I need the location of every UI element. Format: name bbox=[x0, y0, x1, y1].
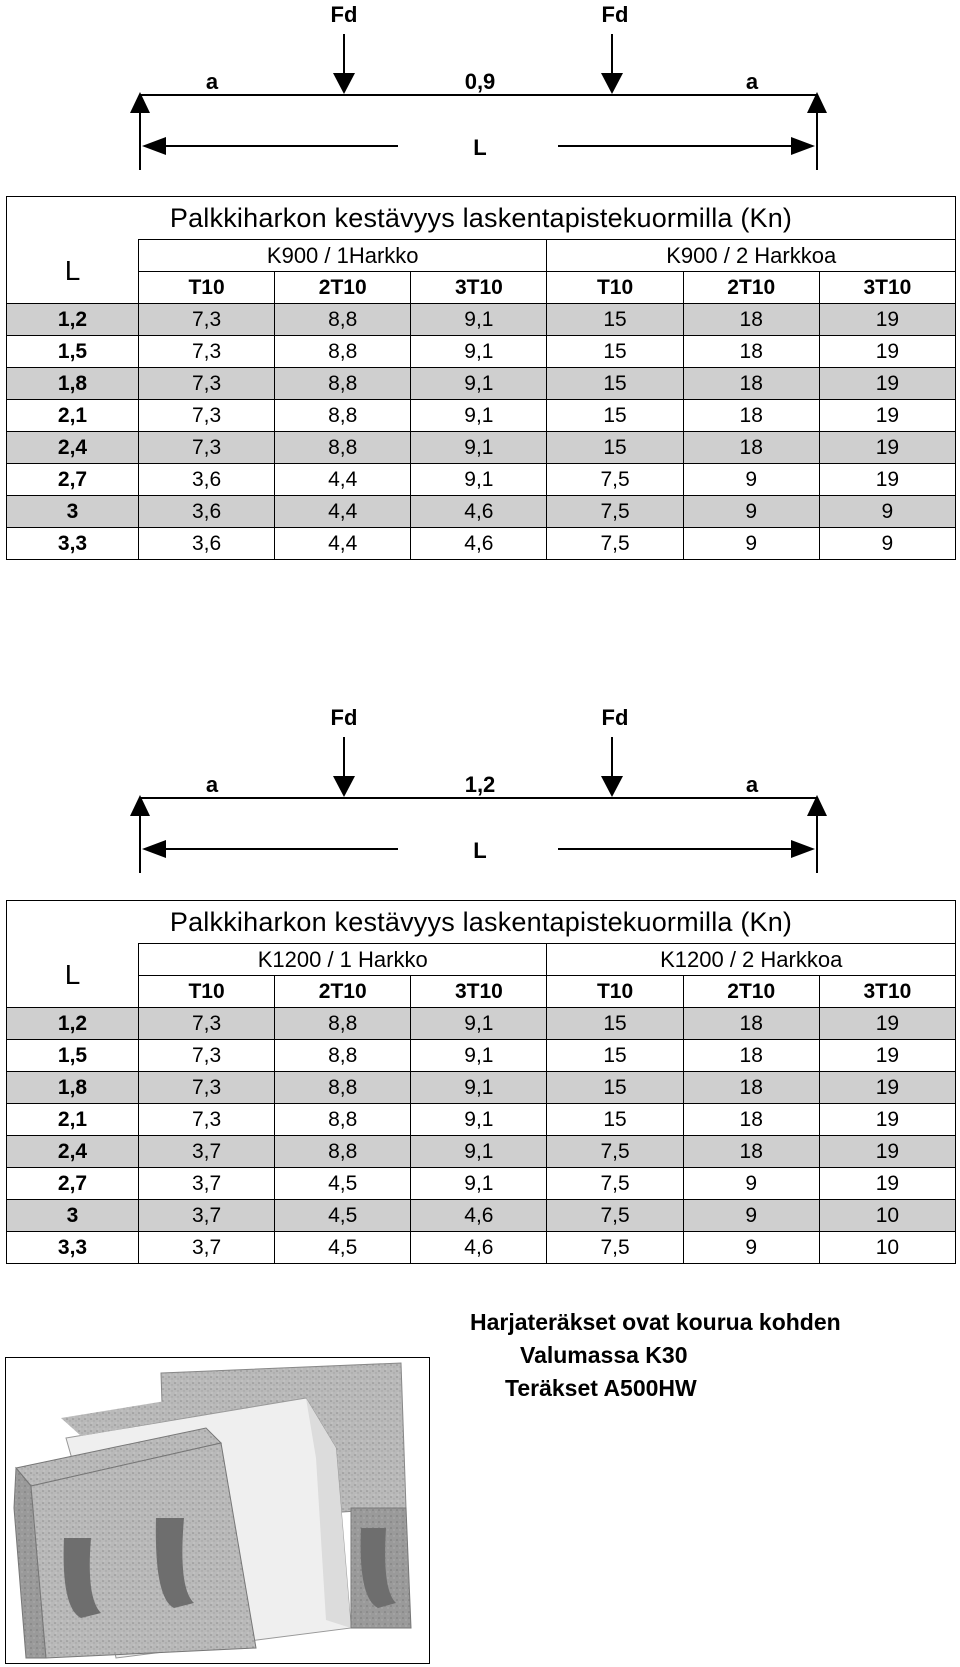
value-cell: 19 bbox=[819, 1072, 955, 1104]
value-cell: 4,4 bbox=[275, 496, 411, 528]
span-label-middle: 1,2 bbox=[464, 772, 496, 797]
span-label-left: a bbox=[205, 69, 219, 94]
value-cell: 9 bbox=[683, 464, 819, 496]
length-cell: 2,4 bbox=[7, 1136, 139, 1168]
value-cell: 3,6 bbox=[139, 496, 275, 528]
length-column-header: L bbox=[7, 944, 139, 1008]
table-row bbox=[7, 304, 956, 336]
value-cell: 7,3 bbox=[139, 1072, 275, 1104]
value-cell: 9,1 bbox=[411, 464, 547, 496]
value-cell: 18 bbox=[683, 1040, 819, 1072]
value-cell: 7,3 bbox=[139, 1104, 275, 1136]
group-header: K1200 / 2 Harkkoa bbox=[547, 944, 956, 976]
value-cell: 15 bbox=[547, 1008, 683, 1040]
beam-block-illustration bbox=[5, 1357, 430, 1664]
value-cell: 7,5 bbox=[547, 1232, 683, 1264]
value-cell: 4,5 bbox=[275, 1168, 411, 1200]
value-cell: 19 bbox=[819, 1168, 955, 1200]
table-row bbox=[7, 432, 956, 464]
value-cell: 7,5 bbox=[547, 1200, 683, 1232]
value-cell: 8,8 bbox=[275, 368, 411, 400]
value-cell: 18 bbox=[683, 368, 819, 400]
value-cell: 8,8 bbox=[275, 1104, 411, 1136]
value-cell: 10 bbox=[819, 1200, 955, 1232]
value-cell: 15 bbox=[547, 368, 683, 400]
value-cell: 7,3 bbox=[139, 304, 275, 336]
table-row bbox=[7, 1200, 956, 1232]
value-cell: 19 bbox=[819, 1008, 955, 1040]
value-cell: 3,7 bbox=[139, 1232, 275, 1264]
value-cell: 15 bbox=[547, 1040, 683, 1072]
value-cell: 19 bbox=[819, 1136, 955, 1168]
value-cell: 15 bbox=[547, 1104, 683, 1136]
note-line: Harjateräkset ovat kourua kohden bbox=[470, 1309, 841, 1335]
length-cell: 3,3 bbox=[7, 528, 139, 560]
value-cell: 7,5 bbox=[547, 528, 683, 560]
value-cell: 4,6 bbox=[411, 1232, 547, 1264]
value-cell: 15 bbox=[547, 432, 683, 464]
value-cell: 9 bbox=[683, 496, 819, 528]
value-cell: 19 bbox=[819, 1040, 955, 1072]
table-row bbox=[7, 1136, 956, 1168]
column-header: 2T10 bbox=[683, 976, 819, 1008]
value-cell: 9 bbox=[683, 528, 819, 560]
value-cell: 4,6 bbox=[411, 1200, 547, 1232]
value-cell: 19 bbox=[819, 464, 955, 496]
length-cell: 1,5 bbox=[7, 1040, 139, 1072]
value-cell: 18 bbox=[683, 1136, 819, 1168]
value-cell: 8,8 bbox=[275, 304, 411, 336]
column-header: 3T10 bbox=[411, 272, 547, 304]
length-cell: 2,7 bbox=[7, 1168, 139, 1200]
force-label-right: Fd bbox=[601, 705, 629, 730]
value-cell: 19 bbox=[819, 400, 955, 432]
concrete-block-picture bbox=[6, 1358, 429, 1663]
table-row bbox=[7, 1168, 956, 1200]
column-header: T10 bbox=[139, 272, 275, 304]
value-cell: 4,6 bbox=[411, 528, 547, 560]
value-cell: 8,8 bbox=[275, 1040, 411, 1072]
table-row bbox=[7, 1232, 956, 1264]
value-cell: 8,8 bbox=[275, 1136, 411, 1168]
length-label: L bbox=[473, 838, 487, 863]
value-cell: 8,8 bbox=[275, 1072, 411, 1104]
column-header: 2T10 bbox=[683, 272, 819, 304]
value-cell: 9,1 bbox=[411, 1040, 547, 1072]
value-cell: 7,3 bbox=[139, 400, 275, 432]
length-cell: 3 bbox=[7, 496, 139, 528]
load-table-k900 bbox=[6, 196, 956, 560]
value-cell: 4,5 bbox=[275, 1232, 411, 1264]
span-label-middle: 0,9 bbox=[464, 69, 496, 94]
value-cell: 7,3 bbox=[139, 432, 275, 464]
force-label-left: Fd bbox=[330, 705, 358, 730]
value-cell: 15 bbox=[547, 304, 683, 336]
column-header: 3T10 bbox=[819, 272, 955, 304]
span-label-right: a bbox=[745, 772, 759, 797]
value-cell: 9 bbox=[819, 496, 955, 528]
column-header: 2T10 bbox=[275, 272, 411, 304]
value-cell: 19 bbox=[819, 304, 955, 336]
value-cell: 7,3 bbox=[139, 336, 275, 368]
table-title: Palkkiharkon kestävyys laskentapistekuormilla (Kn) bbox=[7, 197, 956, 240]
length-cell: 1,5 bbox=[7, 336, 139, 368]
value-cell: 19 bbox=[819, 1104, 955, 1136]
value-cell: 7,3 bbox=[139, 1040, 275, 1072]
span-label-right: a bbox=[745, 69, 759, 94]
value-cell: 19 bbox=[819, 432, 955, 464]
value-cell: 7,5 bbox=[547, 464, 683, 496]
column-header: 3T10 bbox=[411, 976, 547, 1008]
value-cell: 18 bbox=[683, 336, 819, 368]
column-header: 3T10 bbox=[819, 976, 955, 1008]
value-cell: 3,6 bbox=[139, 528, 275, 560]
value-cell: 9 bbox=[819, 528, 955, 560]
table-row bbox=[7, 400, 956, 432]
value-cell: 7,3 bbox=[139, 368, 275, 400]
value-cell: 18 bbox=[683, 1008, 819, 1040]
length-label: L bbox=[473, 135, 487, 160]
length-cell: 3 bbox=[7, 1200, 139, 1232]
value-cell: 18 bbox=[683, 304, 819, 336]
value-cell: 18 bbox=[683, 432, 819, 464]
value-cell: 9,1 bbox=[411, 368, 547, 400]
table-row bbox=[7, 496, 956, 528]
reinforcement-notes bbox=[470, 1306, 940, 1405]
length-cell: 3,3 bbox=[7, 1232, 139, 1264]
value-cell: 9,1 bbox=[411, 400, 547, 432]
column-header: T10 bbox=[139, 976, 275, 1008]
table-row bbox=[7, 1072, 956, 1104]
force-label-left: Fd bbox=[330, 2, 358, 27]
value-cell: 9 bbox=[683, 1232, 819, 1264]
table-title: Palkkiharkon kestävyys laskentapistekuormilla (Kn) bbox=[7, 901, 956, 944]
table-row bbox=[7, 336, 956, 368]
value-cell: 7,5 bbox=[547, 1168, 683, 1200]
value-cell: 3,7 bbox=[139, 1200, 275, 1232]
value-cell: 4,5 bbox=[275, 1200, 411, 1232]
value-cell: 3,7 bbox=[139, 1168, 275, 1200]
length-cell: 2,1 bbox=[7, 400, 139, 432]
value-cell: 8,8 bbox=[275, 432, 411, 464]
value-cell: 19 bbox=[819, 368, 955, 400]
length-column-header: L bbox=[7, 240, 139, 304]
length-cell: 1,2 bbox=[7, 304, 139, 336]
table-row bbox=[7, 1104, 956, 1136]
value-cell: 18 bbox=[683, 1072, 819, 1104]
value-cell: 18 bbox=[683, 400, 819, 432]
value-cell: 18 bbox=[683, 1104, 819, 1136]
length-cell: 2,1 bbox=[7, 1104, 139, 1136]
value-cell: 9,1 bbox=[411, 304, 547, 336]
table-row bbox=[7, 464, 956, 496]
group-header: K1200 / 1 Harkko bbox=[139, 944, 547, 976]
value-cell: 15 bbox=[547, 400, 683, 432]
column-header: T10 bbox=[547, 272, 683, 304]
length-cell: 2,7 bbox=[7, 464, 139, 496]
length-cell: 1,8 bbox=[7, 1072, 139, 1104]
group-header: K900 / 2 Harkkoa bbox=[547, 240, 956, 272]
value-cell: 9,1 bbox=[411, 1168, 547, 1200]
column-header: T10 bbox=[547, 976, 683, 1008]
value-cell: 4,4 bbox=[275, 528, 411, 560]
length-cell: 1,2 bbox=[7, 1008, 139, 1040]
table-row bbox=[7, 368, 956, 400]
value-cell: 9,1 bbox=[411, 432, 547, 464]
value-cell: 8,8 bbox=[275, 336, 411, 368]
value-cell: 7,5 bbox=[547, 496, 683, 528]
value-cell: 7,5 bbox=[547, 1136, 683, 1168]
load-diagram-2 bbox=[0, 703, 960, 873]
note-line: Valumassa K30 bbox=[520, 1342, 688, 1368]
value-cell: 15 bbox=[547, 1072, 683, 1104]
value-cell: 19 bbox=[819, 336, 955, 368]
table-row bbox=[7, 528, 956, 560]
table-row bbox=[7, 1008, 956, 1040]
value-cell: 8,8 bbox=[275, 400, 411, 432]
value-cell: 3,6 bbox=[139, 464, 275, 496]
value-cell: 4,6 bbox=[411, 496, 547, 528]
note-line: Teräkset A500HW bbox=[505, 1375, 697, 1401]
span-label-left: a bbox=[205, 772, 219, 797]
value-cell: 8,8 bbox=[275, 1008, 411, 1040]
load-diagram-1 bbox=[0, 0, 960, 170]
value-cell: 4,4 bbox=[275, 464, 411, 496]
column-header: 2T10 bbox=[275, 976, 411, 1008]
value-cell: 9 bbox=[683, 1200, 819, 1232]
value-cell: 9,1 bbox=[411, 336, 547, 368]
length-cell: 2,4 bbox=[7, 432, 139, 464]
value-cell: 9 bbox=[683, 1168, 819, 1200]
length-cell: 1,8 bbox=[7, 368, 139, 400]
value-cell: 7,3 bbox=[139, 1008, 275, 1040]
force-label-right: Fd bbox=[601, 2, 629, 27]
group-header: K900 / 1Harkko bbox=[139, 240, 547, 272]
load-table-k1200 bbox=[6, 900, 956, 1264]
value-cell: 9,1 bbox=[411, 1136, 547, 1168]
value-cell: 9,1 bbox=[411, 1008, 547, 1040]
value-cell: 3,7 bbox=[139, 1136, 275, 1168]
value-cell: 15 bbox=[547, 336, 683, 368]
value-cell: 9,1 bbox=[411, 1072, 547, 1104]
value-cell: 9,1 bbox=[411, 1104, 547, 1136]
table-row bbox=[7, 1040, 956, 1072]
value-cell: 10 bbox=[819, 1232, 955, 1264]
